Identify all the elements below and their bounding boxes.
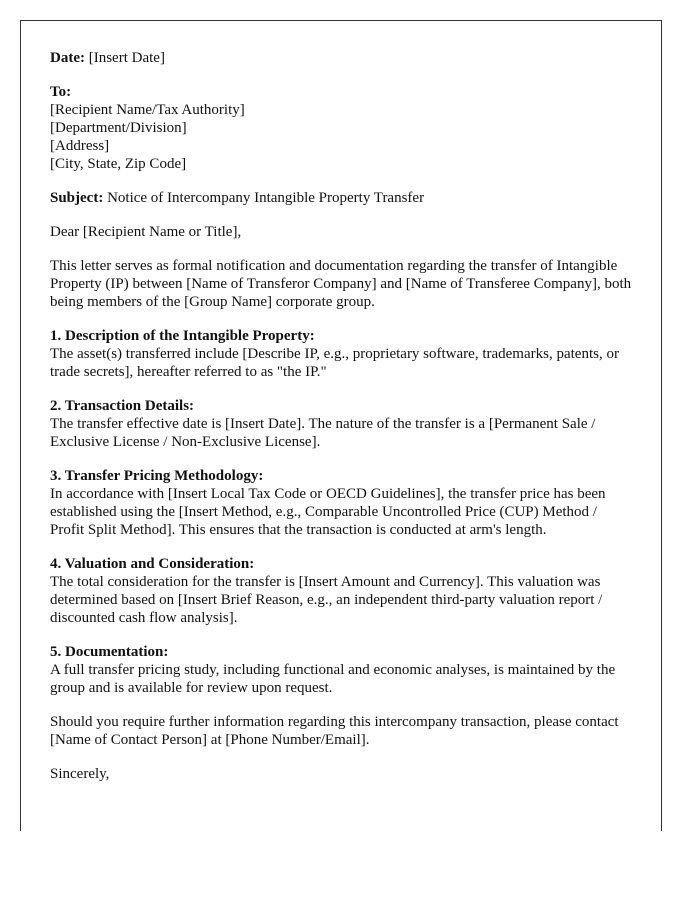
recipient-city: [City, State, Zip Code] bbox=[50, 156, 187, 172]
recipient-block bbox=[50, 83, 632, 173]
salutation: Dear [Recipient Name or Title], bbox=[50, 224, 242, 240]
date-value: [Insert Date] bbox=[88, 50, 165, 66]
section-body: The total consideration for the transfer is [Insert Amount and Currency]. This valuation was determined based on [Insert Brief Reason, e.g., an independent third-party valuation report / discounted cash flow analysis]. bbox=[50, 574, 603, 626]
section-body: The asset(s) transferred include [Describe IP, e.g., proprietary software, trademarks, patents, or trade secrets], hereafter referred to as "the IP." bbox=[50, 346, 619, 380]
signoff: Sincerely, bbox=[50, 766, 110, 782]
section-documentation bbox=[50, 643, 632, 697]
closing-paragraph: Should you require further information regarding this intercompany transaction, please contact [Name of Contact Person] at [Phone Number/Email]. bbox=[50, 714, 619, 748]
section-heading: 5. Documentation: bbox=[50, 644, 169, 660]
section-heading: 1. Description of the Intangible Property: bbox=[50, 328, 315, 344]
section-body: The transfer effective date is [Insert Date]. The nature of the transfer is a [Permanent Sale / Exclusive License / Non-Exclusive License]. bbox=[50, 416, 596, 450]
section-valuation bbox=[50, 555, 632, 627]
section-heading: 2. Transaction Details: bbox=[50, 398, 195, 414]
recipient-name: [Recipient Name/Tax Authority] bbox=[50, 102, 245, 118]
date-label: Date: bbox=[50, 50, 85, 66]
subject-line bbox=[50, 189, 632, 207]
to-label: To: bbox=[50, 84, 72, 100]
intro-paragraph: This letter serves as formal notification and documentation regarding the transfer of Intangible Property (IP) between [Name of Transferor Company] and [Name of Transferee Company], both being members of the [Group Name] corporate group. bbox=[50, 258, 632, 310]
letter-page bbox=[20, 20, 662, 831]
section-description bbox=[50, 327, 632, 381]
date-line bbox=[50, 49, 632, 67]
section-heading: 3. Transfer Pricing Methodology: bbox=[50, 468, 264, 484]
section-heading: 4. Valuation and Consideration: bbox=[50, 556, 255, 572]
subject-label: Subject: bbox=[50, 190, 104, 206]
section-body: A full transfer pricing study, including functional and economic analyses, is maintained by the group and is available for review upon request. bbox=[50, 662, 616, 696]
recipient-department: [Department/Division] bbox=[50, 120, 187, 136]
recipient-address: [Address] bbox=[50, 138, 110, 154]
section-transaction bbox=[50, 397, 632, 451]
section-body: In accordance with [Insert Local Tax Code or OECD Guidelines], the transfer price has been established using the [Insert Method, e.g., Comparable Uncontrolled Price (CUP) Method / Profit Split Method]. This ensures that the transaction is conducted at arm's length. bbox=[50, 486, 606, 538]
section-methodology bbox=[50, 467, 632, 539]
subject-value: Notice of Intercompany Intangible Property Transfer bbox=[107, 190, 425, 206]
